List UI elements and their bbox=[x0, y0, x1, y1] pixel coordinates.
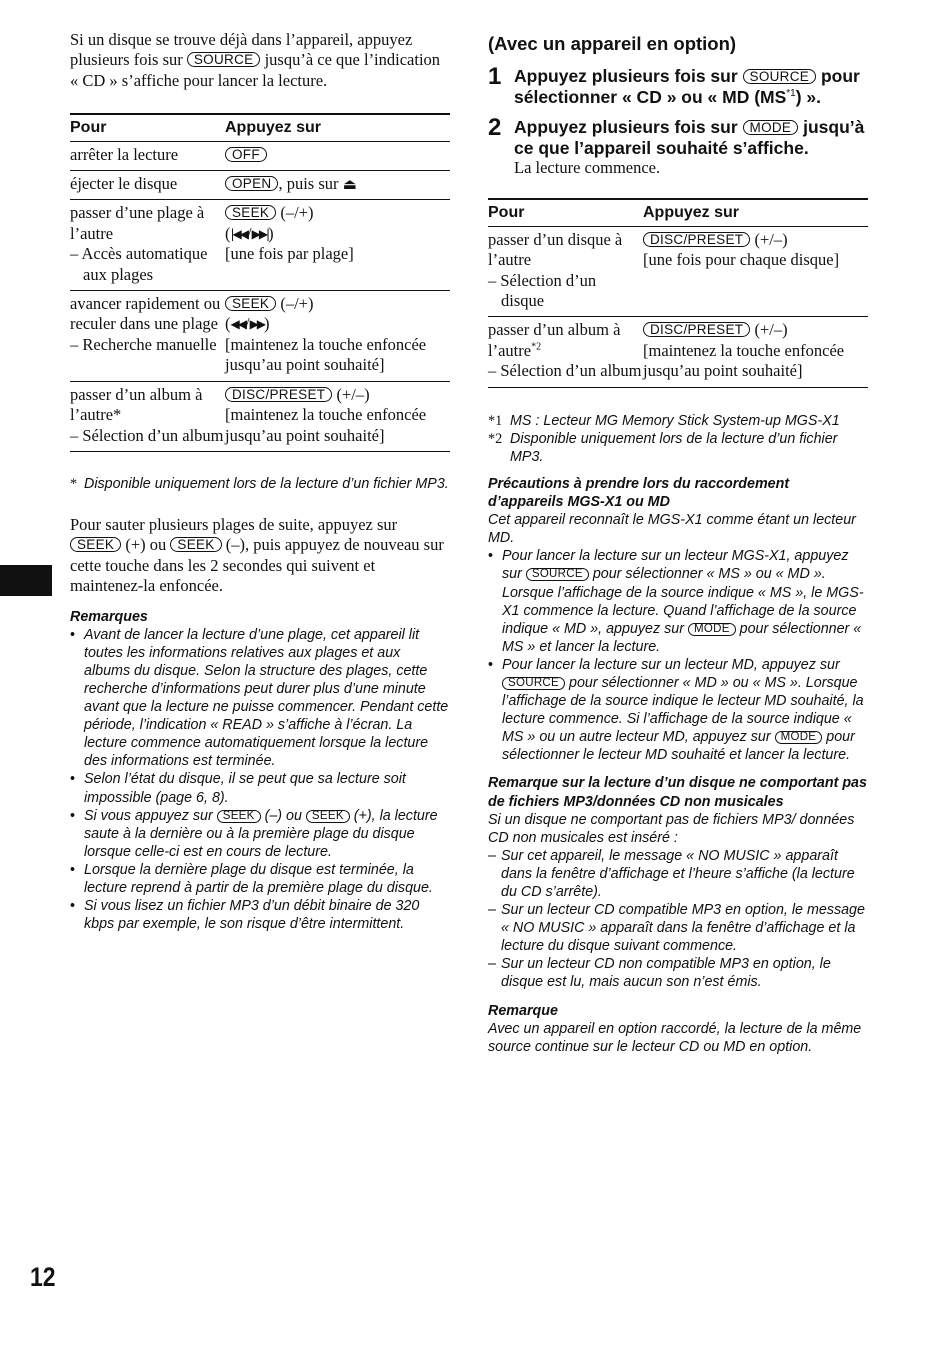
next-track-icon: ▶▶| bbox=[251, 226, 269, 241]
step-2 bbox=[488, 114, 868, 178]
skip-tracks-paragraph bbox=[70, 515, 450, 597]
footnote-ref: *2 bbox=[531, 341, 542, 353]
header-appuyez: Appuyez sur bbox=[643, 199, 868, 226]
source-key: SOURCE bbox=[187, 52, 261, 67]
remarques-title: Remarques bbox=[70, 608, 148, 625]
row-keys bbox=[643, 226, 868, 317]
row-action-sub: – Recherche manuelle bbox=[70, 334, 217, 354]
step-text-part: pour sélectionner « CD » ou « MD (MS bbox=[514, 66, 860, 107]
header-pour: Pour bbox=[488, 199, 643, 226]
mode-key: MODE bbox=[775, 731, 823, 744]
table-row bbox=[70, 291, 450, 382]
fast-forward-icon: ▶▶ bbox=[249, 317, 265, 332]
remarque-title: Remarque bbox=[488, 1002, 558, 1019]
footnote-2 bbox=[488, 430, 868, 466]
no-mp3-section bbox=[488, 774, 868, 991]
step-result: La lecture commence. bbox=[514, 158, 661, 177]
step-number: 2 bbox=[488, 114, 502, 141]
row-keys: SEEK (–/+) (|◀◀/▶▶|) [une fois par plage] bbox=[225, 200, 450, 291]
row-action bbox=[488, 226, 643, 317]
cd-operations-table bbox=[70, 113, 450, 452]
mode-key: MODE bbox=[743, 120, 799, 135]
row-action-text: passer d’un album à l’autre bbox=[488, 320, 621, 360]
row-key-suffix: (+/–) bbox=[332, 384, 370, 404]
list-item-text: (+), la lecture saute à la dernière ou à la première plage du disque lorsque celle-ci est en cours de lecture. bbox=[84, 807, 438, 860]
remarques-list bbox=[70, 626, 450, 934]
footnote-mark: *1 bbox=[488, 412, 503, 429]
table-header-row bbox=[70, 114, 450, 141]
list-item: – Sur un lecteur CD compatible MP3 en option, le message « NO MUSIC » apparaît dans la fenêtre d’affichage et la lecture du disque suivant commence. bbox=[488, 901, 868, 955]
list-item-text: Pour lancer la lecture sur un lecteur MD, appuyez sur bbox=[502, 656, 840, 673]
row-keys bbox=[225, 171, 450, 200]
row-action bbox=[488, 317, 643, 387]
open-key: OPEN bbox=[225, 176, 278, 191]
footnote-1 bbox=[488, 412, 868, 430]
previous-track-icon: |◀◀ bbox=[230, 226, 247, 241]
mode-key: MODE bbox=[688, 623, 736, 636]
step-body bbox=[514, 117, 868, 178]
para-text: Pour sauter plusieurs plages de suite, appuyez sur bbox=[70, 515, 398, 534]
left-column bbox=[70, 30, 450, 933]
list-item: – Sur cet appareil, le message « NO MUSIC » apparaît dans la fenêtre d’affichage et l’heure s’affiche (la lecture du CD s’arrête). bbox=[488, 847, 868, 901]
list-item: • Lorsque la dernière plage du disque est terminée, la lecture reprend à partir de la première plage du disque. bbox=[70, 861, 450, 897]
step-text-part: ) ». bbox=[795, 86, 822, 107]
off-key: OFF bbox=[225, 147, 267, 162]
list-item: • Selon l’état du disque, il se peut que sa lecture soit impossible (page 6, 8). bbox=[70, 770, 450, 806]
precautions-title: Précautions à prendre lors du raccordement d’appareils MGS-X1 ou MD bbox=[488, 475, 790, 511]
row-key-suffix: (–/+) bbox=[276, 294, 314, 314]
precautions-list bbox=[488, 547, 868, 764]
row-key-note: [maintenez la touche enfoncée jusqu’au point souhaité] bbox=[225, 334, 427, 375]
intro-text-end: jusqu’à ce que l’indication « CD » s’affiche pour lancer la lecture. bbox=[70, 50, 441, 90]
section-heading: (Avec un appareil en option) bbox=[488, 33, 737, 54]
row-key-note: [une fois par plage] bbox=[225, 244, 354, 264]
row-action-text: avancer rapidement ou reculer dans une plage bbox=[70, 294, 221, 334]
list-item-text: Pour lancer la lecture sur un lecteur MGS-X1, appuyez sur bbox=[502, 548, 849, 583]
row-key-note: [maintenez la touche enfoncée jusqu’au point souhaité] bbox=[225, 405, 427, 445]
header-appuyez: Appuyez sur bbox=[225, 114, 450, 141]
row-key-suffix: (+/–) bbox=[750, 229, 788, 249]
table-row bbox=[488, 317, 868, 387]
row-action bbox=[70, 200, 225, 291]
list-item bbox=[488, 656, 868, 765]
row-action-sub: – Sélection d’un album bbox=[70, 425, 224, 445]
section-tab-marker bbox=[0, 565, 52, 596]
rewind-icon: ◀◀ bbox=[230, 317, 245, 332]
step-number: 1 bbox=[488, 63, 502, 90]
row-action-text: passer d’un album à l’autre* bbox=[70, 384, 203, 425]
seek-key: SEEK bbox=[217, 810, 261, 823]
disc-preset-key: DISC/PRESET bbox=[643, 232, 750, 247]
step-1 bbox=[488, 63, 868, 107]
remarque-text: Avec un appareil en option raccordé, la lecture de la même source continue sur le lecteur CD ou MD en option. bbox=[488, 1020, 862, 1055]
table-row bbox=[70, 381, 450, 451]
row-keys bbox=[225, 141, 450, 170]
seek-key: SEEK bbox=[306, 810, 350, 823]
row-action-sub: – Sélection d’un album bbox=[488, 361, 642, 381]
optional-device-table bbox=[488, 198, 868, 387]
seek-key: SEEK bbox=[170, 537, 221, 552]
footnote-text: Disponible uniquement lors de la lecture d’un fichier MP3. bbox=[84, 475, 449, 492]
page-number: 12 bbox=[30, 1262, 56, 1292]
footnote-mark: *2 bbox=[488, 430, 503, 447]
row-keys bbox=[643, 317, 868, 387]
list-item-text: pour sélectionner « MS » ou « MD ». Lorsque l’affichage de la source indique « MS », le MGS-X1 commence la lecture. Quand l’affichage de la source indique « MD », appuyez sur bbox=[502, 566, 864, 637]
list-item-text: pour sélectionner le lecteur MD souhaité et lancer la lecture. bbox=[502, 729, 855, 764]
row-action-text: passer d’un disque à l’autre bbox=[488, 229, 623, 270]
footnote-text: Disponible uniquement lors de la lecture d’un fichier MP3. bbox=[510, 430, 838, 465]
disc-preset-key: DISC/PRESET bbox=[225, 387, 332, 402]
table-footnotes bbox=[488, 412, 868, 466]
list-item-text: (–) ou bbox=[260, 807, 306, 824]
seek-key: SEEK bbox=[70, 537, 121, 552]
seek-key: SEEK bbox=[225, 205, 276, 220]
table-header-row bbox=[488, 199, 868, 226]
step-text-part: Appuyez plusieurs fois sur bbox=[514, 117, 743, 137]
row-keys: SEEK (–/+) (◀◀/▶▶) [maintenez la touche enfoncée jusqu’au point souhaité] bbox=[225, 291, 450, 382]
step-text-part: jusqu’à ce que l’appareil souhaité s’affiche. bbox=[514, 117, 865, 158]
row-key-suffix: (+/–) bbox=[750, 320, 788, 340]
no-mp3-intro: Si un disque ne comportant pas de fichiers MP3/ données CD non musicales est inséré : bbox=[488, 811, 855, 846]
disc-preset-key: DISC/PRESET bbox=[643, 322, 750, 337]
row-key-suffix: (–/+) bbox=[276, 203, 314, 223]
list-item-text: pour sélectionner « MD » ou « MS ». Lorsque l’affichage de la source indique le lecteur MD souhaité, la lecture commence. Si l’affichage de la source indique « MS » ou un autre lecteur MD, appuyez sur bbox=[502, 674, 864, 746]
no-mp3-title: Remarque sur la lecture d’un disque ne comportant pas de fichiers MP3/données CD non musicales bbox=[488, 775, 867, 810]
eject-icon: ⏏ bbox=[342, 175, 357, 194]
footnote-mark: * bbox=[70, 475, 78, 492]
source-key: SOURCE bbox=[743, 69, 817, 84]
table-row bbox=[70, 141, 450, 170]
row-action-text: passer d’une plage à l’autre bbox=[70, 203, 205, 243]
list-item: – Sur un lecteur CD non compatible MP3 en option, le disque est lu, mais aucun son n’est émis. bbox=[488, 955, 868, 991]
row-action-sub: – Sélection d’un disque bbox=[488, 270, 597, 311]
row-action bbox=[70, 381, 225, 451]
row-action-sub: – Accès automatique aux plages bbox=[70, 244, 208, 284]
header-pour: Pour bbox=[70, 114, 225, 141]
no-mp3-list bbox=[488, 847, 868, 992]
row-key-suffix: , puis sur bbox=[278, 174, 339, 194]
footnote-text: MS : Lecteur MG Memory Stick System-up MGS-X1 bbox=[510, 412, 840, 429]
precautions-section bbox=[488, 475, 868, 765]
precautions-intro: Cet appareil reconnaît le MGS-X1 comme étant un lecteur MD. bbox=[488, 512, 856, 547]
row-key-note: [maintenez la touche enfoncée jusqu’au point souhaité] bbox=[643, 340, 845, 381]
seek-key: SEEK bbox=[225, 296, 276, 311]
table-row bbox=[70, 171, 450, 200]
table-row bbox=[70, 200, 450, 291]
source-key: SOURCE bbox=[502, 677, 565, 690]
step-text bbox=[514, 66, 868, 107]
remarques-section bbox=[70, 608, 450, 934]
step-text-part: Appuyez plusieurs fois sur bbox=[514, 66, 743, 86]
intro-text: Si un disque se trouve déjà dans l’appareil, appuyez plusieurs fois sur bbox=[70, 30, 413, 70]
row-action bbox=[70, 291, 225, 382]
right-column bbox=[488, 30, 868, 1056]
list-item-text: Si vous appuyez sur bbox=[84, 807, 217, 824]
list-item: • Si vous lisez un fichier MP3 d’un débit binaire de 320 kbps par exemple, le son risque d’être intermittent. bbox=[70, 897, 450, 933]
remarque-section bbox=[488, 1002, 868, 1056]
para-text: (+) ou bbox=[121, 535, 171, 555]
list-item bbox=[70, 807, 450, 861]
list-item bbox=[488, 547, 868, 656]
list-item: • Avant de lancer la lecture d’une plage, cet appareil lit toutes les informations relatives aux plages et aux albums du disque. Selon la structure des plages, cette recherche d’informations peut durer plus d’une minute avant que la lecture ne puisse commencer. Pendant cette période, l’indication « READ » s’affiche à l’écran. La lecture commence automatiquement lorsque la lecture des informations est terminée. bbox=[70, 626, 450, 771]
source-key: SOURCE bbox=[526, 568, 589, 581]
intro-paragraph bbox=[70, 30, 450, 91]
step-text bbox=[514, 117, 868, 158]
para-text: (–), puis appuyez de nouveau sur cette touche dans les 2 secondes qui suivent et maintenez-la enfoncée. bbox=[70, 535, 444, 596]
list-item-text: pour sélectionner « MS » et lancer la lecture. bbox=[502, 620, 862, 655]
row-action: arrêter la lecture bbox=[70, 141, 225, 170]
table-footnote bbox=[70, 475, 450, 493]
row-keys bbox=[225, 381, 450, 451]
table-row bbox=[488, 226, 868, 317]
footnote-ref: *1 bbox=[786, 87, 796, 99]
row-key-note: [une fois pour chaque disque] bbox=[643, 250, 840, 270]
row-action: éjecter le disque bbox=[70, 171, 225, 200]
